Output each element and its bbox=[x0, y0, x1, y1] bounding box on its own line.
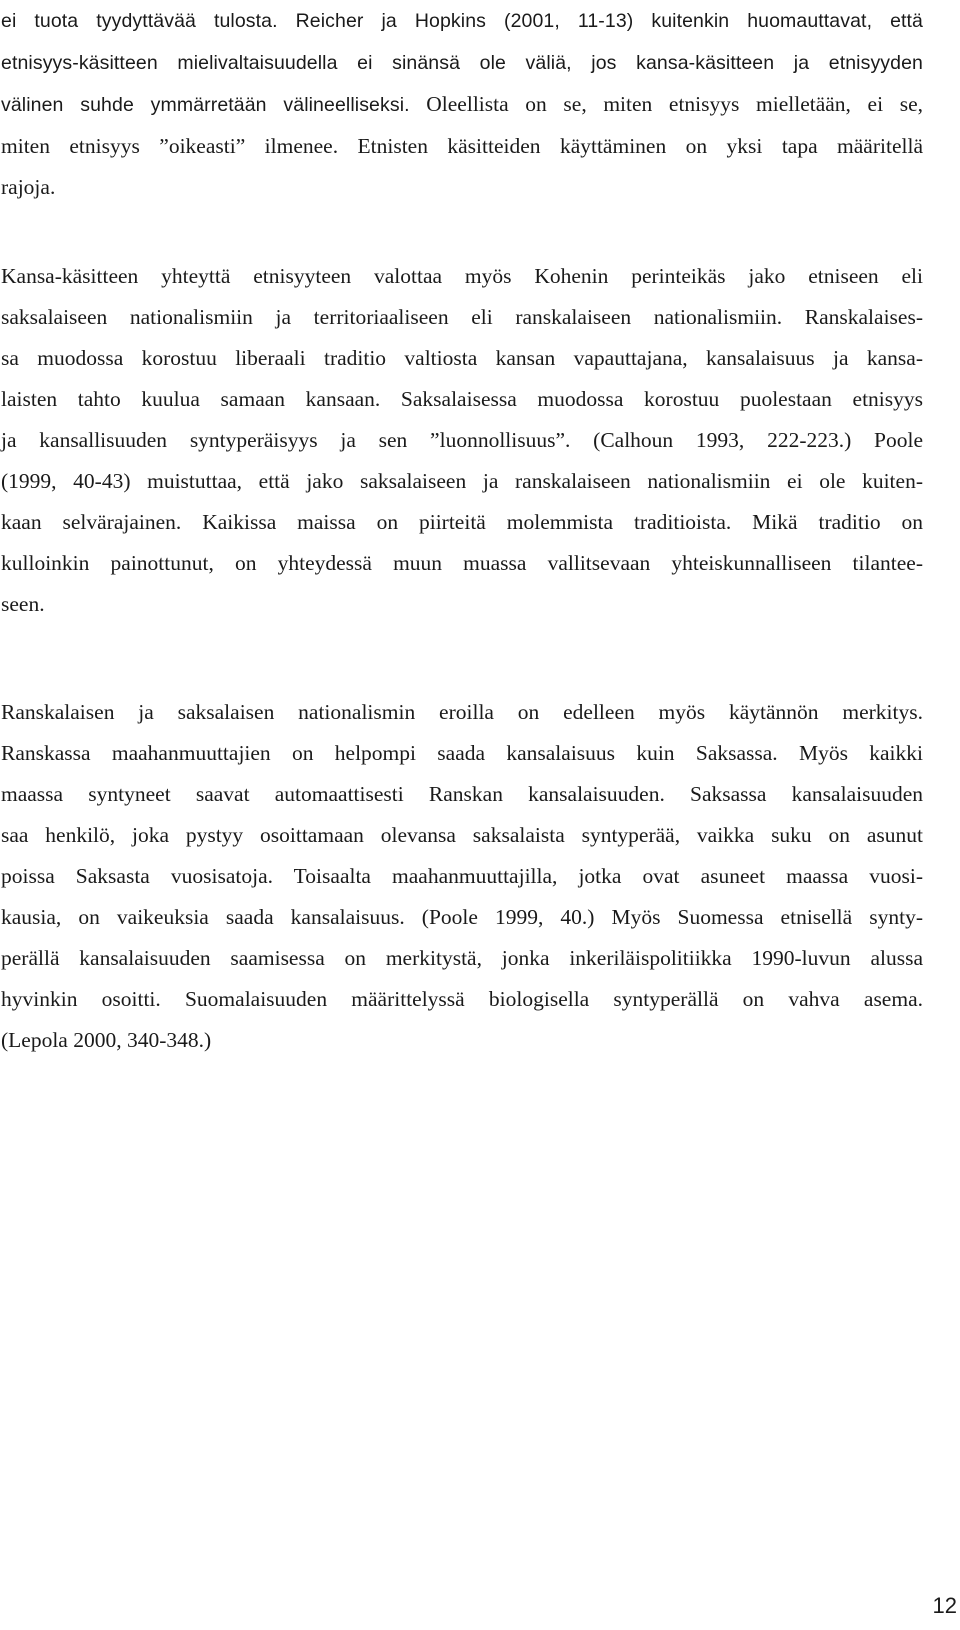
text-line: maassa syntyneet saavat automaattisesti Ranskan kansalaisuuden. Saksassa kansalaisuuden bbox=[1, 782, 923, 806]
text-line bbox=[1, 84, 923, 126]
text-line bbox=[1, 42, 923, 84]
text-line-serif: rajoja. bbox=[1, 175, 56, 199]
text-line: saa henkilö, joka pystyy osoittamaan olevansa saksalaista syntyperää, vaikka suku on asunut bbox=[1, 823, 923, 847]
text-line bbox=[1, 0, 923, 42]
text-line: Ranskalaisen ja saksalaisen nationalismin eroilla on edelleen myös käytännön merkitys. bbox=[1, 700, 923, 724]
text-line-serif: Oleellista on se, miten etnisyys mielletään, ei se, bbox=[409, 92, 923, 116]
text-line: hyvinkin osoitti. Suomalaisuuden määrittelyssä biologisella syntyperällä on vahva asema. bbox=[1, 987, 923, 1011]
text-line: kaan selvärajainen. Kaikissa maissa on piirteitä molemmista traditioista. Mikä traditio on bbox=[1, 510, 923, 534]
text-line bbox=[1, 167, 923, 208]
paragraph-1 bbox=[1, 0, 923, 208]
text-line: perällä kansalaisuuden saamisessa on merkitystä, jonka inkeriläispolitiikka 1990-luvun alussa bbox=[1, 946, 923, 970]
text-line: poissa Saksasta vuosisatoja. Toisaalta maahanmuuttajilla, jotka ovat asuneet maassa vuosi- bbox=[1, 864, 923, 888]
text-line: (1999, 40-43) muistuttaa, että jako saksalaiseen ja ranskalaiseen nationalismiin ei ole kuiten- bbox=[1, 469, 923, 493]
text-line: (Lepola 2000, 340-348.) bbox=[1, 1028, 212, 1052]
text-line-sans: etnisyys-käsitteen mielivaltaisuudella ei sinänsä ole väliä, jos kansa-käsitteen ja etnisyyden bbox=[1, 52, 923, 74]
text-line: ja kansallisuuden syntyperäisyys ja sen ”luonnollisuus”. (Calhoun 1993, 222-223.) Poole bbox=[1, 428, 923, 452]
paragraph-2 bbox=[1, 256, 923, 625]
text-line-sans: ei tuota tyydyttävää tulosta. Reicher ja Hopkins (2001, 11-13) kuitenkin huomauttavat, että bbox=[1, 10, 923, 32]
paragraph-3 bbox=[1, 692, 923, 1061]
text-line: Kansa-käsitteen yhteyttä etnisyyteen valottaa myös Kohenin perinteikäs jako etniseen eli bbox=[1, 264, 923, 288]
text-line: kulloinkin painottunut, on yhteydessä muun muassa vallitsevaan yhteiskunnalliseen tilantee- bbox=[1, 551, 923, 575]
text-line: sa muodossa korostuu liberaali traditio valtiosta kansan vapauttajana, kansalaisuus ja kansa- bbox=[1, 346, 923, 370]
text-line: Ranskassa maahanmuuttajien on helpompi saada kansalaisuus kuin Saksassa. Myös kaikki bbox=[1, 741, 923, 765]
text-line: kausia, on vaikeuksia saada kansalaisuus. (Poole 1999, 40.) Myös Suomessa etnisellä synty- bbox=[1, 905, 923, 929]
text-line bbox=[1, 126, 923, 167]
text-line-serif: miten etnisyys ”oikeasti” ilmenee. Etnisten käsitteiden käyttäminen on yksi tapa määritellä bbox=[1, 134, 923, 158]
text-line-sans: välinen suhde ymmärretään välineelliseksi. bbox=[1, 94, 410, 116]
page-number: 12 bbox=[932, 1593, 957, 1618]
text-line: saksalaiseen nationalismiin ja territoriaaliseen eli ranskalaiseen nationalismiin. Ranskalaises- bbox=[1, 305, 923, 329]
text-line: laisten tahto kuulua samaan kansaan. Saksalaisessa muodossa korostuu puolestaan etnisyys bbox=[1, 387, 923, 411]
text-line: seen. bbox=[1, 592, 45, 616]
